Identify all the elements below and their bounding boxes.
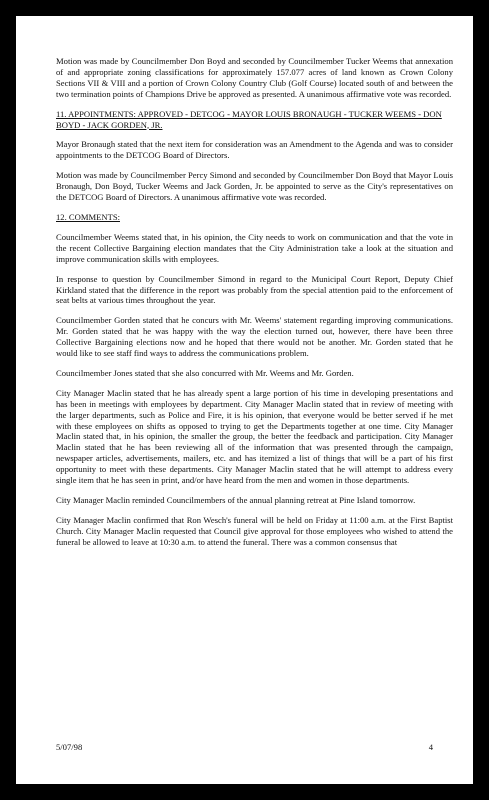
paragraph-retreat-reminder: City Manager Maclin reminded Councilmembers of the annual planning retreat at Pine Island tomorrow.: [56, 495, 416, 505]
document-body: [56, 56, 453, 548]
paragraph-jones-comment: Councilmember Jones stated that she also concurred with Mr. Weems and Mr. Gorden.: [56, 367, 354, 378]
section-heading-appointments: 11. APPOINTMENTS: APPROVED - DETCOG - MAYOR LOUIS BRONAUGH - TUCKER WEEMS - DON BOYD - JACK GORDEN, JR.: [56, 108, 442, 130]
paragraph-funeral: City Manager Maclin confirmed that Ron Wesch's funeral will be held on Friday at 11:00 a.m. at the First Baptist Church. City Manager Maclin requested that Council give approval for those employees who wished to attend the funeral be allowed to leave at 10:30 a.m. to attend the funeral. There was a common consensus that: [56, 514, 453, 547]
section-heading-comments: 12. COMMENTS:: [56, 211, 120, 222]
document-page: [16, 16, 473, 784]
paragraph-gorden-comment: Councilmember Gorden stated that he concurs with Mr. Weems' statement regarding improving communications. Mr. Gorden stated that he was happy with the way the election turned out, however, there have been three Collective Bargaining elections now and he hoped that there would not be another. Mr. Gorden stated that he would like to see staff find ways to address the communications problem.: [56, 315, 453, 359]
footer-date: 5/07/98: [56, 742, 83, 752]
paragraph-maclin-presentations: City Manager Maclin stated that he has already spent a large portion of his time in developing presentations and has been in meetings with employees by department. City Manager Maclin stated that in review of meeting with the larger departments, such as Police and Fire, it is his opinion, that everyone would be better served if he met with these employees on shifts as opposed to trying to get the Departments together at one time. City Manager Maclin stated that, in his opinion, the smaller the group, the better the feedback and participation. City Manager Maclin stated that he has been reviewing all of the information that was presented through the campaign, newspaper articles, advertisements, mailers, etc. and has itemized a list of things that will be a part of his first opportunity to meet with these departments. City Manager Maclin stated that he will attempt to address every single item that he has seen in print, and/or have heard from the men and women in those departments.: [56, 387, 453, 486]
paragraph-weems-comment: Councilmember Weems stated that, in his opinion, the City needs to work on communication and that the vote in the recent Collective Bargaining election mandates that the City Administration take a look at the situation and improve communication skills with employees.: [56, 231, 453, 264]
paragraph-appointments-motion: Motion was made by Councilmember Percy Simond and seconded by Councilmember Don Boyd that Mayor Louis Bronaugh, Don Boyd, Tucker Weems and Jack Gorden, Jr. be appointed to serve as the City's representatives on the DETCOG Board of Directors. A unanimous affirmative vote was recorded.: [56, 170, 453, 203]
paragraph-amendment: Mayor Bronaugh stated that the next item for consideration was an Amendment to the Agenda and was to consider appointments to the DETCOG Board of Directors.: [56, 139, 453, 161]
paragraph-annexation-motion: Motion was made by Councilmember Don Boyd and seconded by Councilmember Tucker Weems that annexation of and appropriate zoning classifications for approximately 157.077 acres of land known as Crown Colony Sections VII & VIII and a portion of Crown Colony Country Club (Golf Course) located south of and between the two termination points of Champions Drive be approved as presented. A unanimous affirmative vote was recorded.: [56, 56, 453, 99]
paragraph-court-report: In response to question by Councilmember Simond in regard to the Municipal Court Report, Deputy Chief Kirkland stated that the difference in the report was probably from the special attention paid to the enforcement of seat belts at various times throughout the year.: [56, 273, 453, 306]
page-number: 4: [428, 742, 433, 752]
